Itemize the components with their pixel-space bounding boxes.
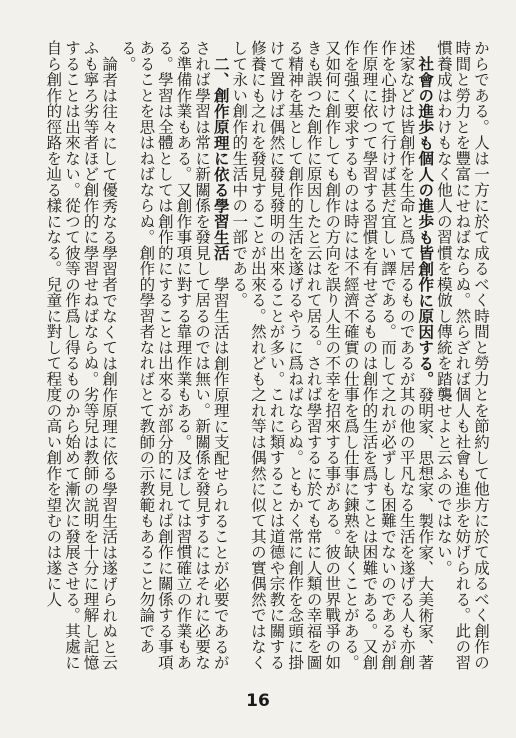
paragraph-social-progress-text: 發明家、思想家、製作家、大美術家、著述家などは皆創作を生命と爲て居るものであるが其の他の平凡なる生活を遂げる人も亦創作を心掛けて行けば甚だ宜しい譯である。而して之れが必ずしも困難でないのであるが創作原理に依つて學習する習慣を有せざるものは創作的生活を爲すことは困難である。又創作を强く要求するものは時には不經濟不確實の仕事を爲し仕事に鍊熟を缺くことがある。又如何に創作しても創作の方向を誤り人生の不幸を招來する事がある。彼の世界戰爭の如きも誤つた創作に原因したと云はれて居る。されば學習するに於ても常に人類の幸福を圖る精神を基として創作的生活を遂げるやうに爲ねばならぬ。ともかく常に創作を念頭に掛けて置けば偶然に發見發明の出來ることが多い。これに類することは道德や宗教に關する修養にも之れを發見することが出來る。然れども之れ等は偶然に似て其の實偶然ではなくして永い創作的生活中の一部である。: [230, 40, 435, 670]
section-heading: 二、創作原理に依る學習生活: [211, 55, 231, 261]
page-number: 16: [246, 691, 270, 711]
paragraph-intro: [434, 40, 490, 672]
paragraph-section-2: [118, 40, 230, 672]
paragraph-section-2-text: 學習生活は創作原理に支配せられることが必要であるがされば學習は常に新關係を發見して居るのでは無い。新關係を發見するにはそれに必要なる準備作業もある。又創作事項に對する靠理作業もある。及ぼしては習慣確立の作業もある。學習は全體としては創作的にすることは出來るが部分的に見れば創作に關係する事項あることを思はねばならぬ。創作的學習者なればとて教師の示教範もあること勿論である。: [118, 40, 230, 670]
paragraph-inferior-learners-text: 論者は往々にして優秀なる學習者でなくては創作原理に依る學習生活は遂げられぬと云ふも寧ろ劣等者ほど創作的に學習せねばならぬ。劣等兒は教師の説明を十分に理解し記憶することは出來ない。從つて彼等の作爲し得るものから始めて漸次に發展させる。其處に自ら創作的徑路を辿る樣になる。兒童に對して程度の高い創作を望むのは遂に人: [44, 40, 119, 670]
emphasis-social-progress: 社會の進歩も個人の進歩も皆創作に原因する。: [416, 55, 436, 387]
vertical-text-body: [38, 40, 490, 672]
paragraph-inferior-learners: [44, 40, 118, 672]
paragraph-social-progress: [230, 40, 435, 672]
paragraph-intro-text: からである。人は一方に於て成るべく時間と勞力とを節約して他方に於て成るべく創作の時間と勞力とを豐富にせねばならぬ。然らざれば個人も社會も進歩を妨げられる。此の習慣養成はわけもなく他人の習慣を模倣し傳統を踏襲せよと云ふのではない。: [434, 40, 490, 670]
